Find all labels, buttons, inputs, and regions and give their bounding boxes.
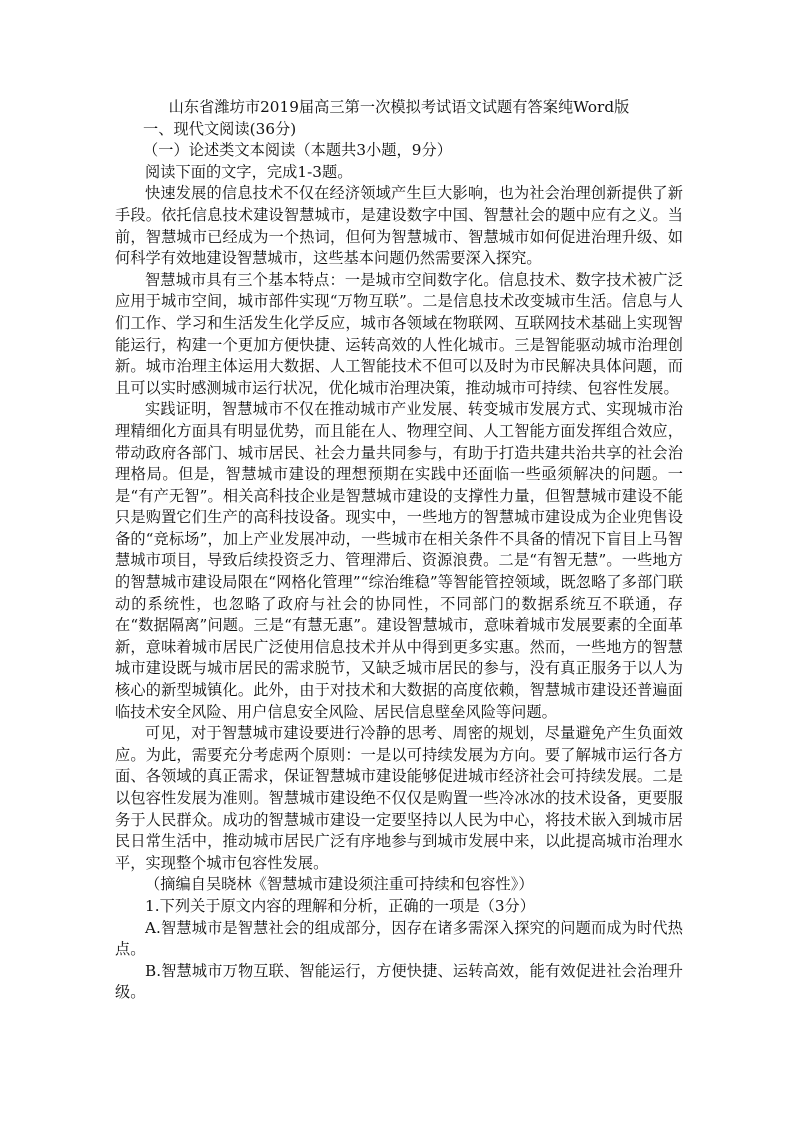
paragraph-2: 智慧城市具有三个基本特点：一是城市空间数字化。信息技术、数字技术被广泛应用于城市空间，城市部件实现“万物互联”。二是信息技术改变城市生活。信息与人们工作、学习和生活发生化学反应，城市各领域在物联网、互联网技术基础上实现智能运行，构建一个更加方便快捷、运转高效的人性化城市。三是智能驱动城市治理创新。城市治理主体运用大数据、人工智能技术不但可以及时为市民解决具体问题，而且可以实时感测城市运行状况，优化城市治理决策，推动城市可持续、包容性发展。 xyxy=(115,270,683,397)
subsection-heading: （一）论述类文本阅读（本题共3小题，9分） xyxy=(143,141,452,160)
paragraph-1: 快速发展的信息技术不仅在经济领域产生巨大影响，也为社会治理创新提供了新手段。依托信息技术建设智慧城市，是建设数字中国、智慧社会的题中应有之义。当前，智慧城市已经成为一个热词，但何为智慧城市、智慧城市如何促进治理升级、如何科学有效地建设智慧城市，这些基本问题仍然需要深入探究。 xyxy=(115,184,683,268)
paragraph-3: 实践证明，智慧城市不仅在推动城市产业发展、转变城市发展方式、实现城市治理精细化方面具有明显优势，而且能在人、物理空间、人工智能方面发挥组合效应，带动政府各部门、城市居民、社会力量共同参与，有助于打造共建共治共享的社会治理格局。但是，智慧城市建设的理想预期在实践中还面临一些亟须解决的问题。一是“有产无智”。相关高科技企业是智慧城市建设的支撑性力量，但智慧城市建设不能只是购置它们生产的高科技设备。现实中，一些地方的智慧城市建设成为企业兜售设备的“竞标场”，加上产业发展冲动，一些城市在相关条件不具备的情况下盲目上马智慧城市项目，导致后续投资乏力、管理滞后、资源浪费。二是“有智无慧”。一些地方的智慧城市建设局限在“网格化管理”“综治维稳”等智能管控领域，既忽略了多部门联动的系统性，也忽略了政府与社会的协同性，不同部门的数据系统互不联通，存在“数据隔离”问题。三是“有慧无惠”。建设智慧城市，意味着城市发展要素的全面革新，意味着城市居民广泛使用信息技术并从中得到更多实惠。然而，一些地方的智慧城市建设既与城市居民的需求脱节，又缺乏城市居民的参与，没有真正服务于以人为核心的新型城镇化。此外，由于对技术和大数据的高度依赖，智慧城市建设还普遍面临技术安全风险、用户信息安全风险、居民信息壁垒风险等问题。 xyxy=(115,400,683,721)
document-title: 山东省潍坊市2019届高三第一次模拟考试语文试题有答案纯Word版 xyxy=(168,98,630,116)
option-a: A.智慧城市是智慧社会的组成部分，因存在诸多需深入探究的问题而成为时代热点。 xyxy=(115,918,683,959)
document-page xyxy=(115,97,683,1004)
source-citation: （摘编自吴晓林《智慧城市建设须注重可持续和包容性》） xyxy=(145,875,534,894)
section-heading: 一、现代文阅读(36分) xyxy=(143,119,297,138)
question-1: 1.下列关于原文内容的理解和分析，正确的一项是（3分） xyxy=(145,896,536,915)
option-b: B.智慧城市万物互联、智能运行，方便快捷、运转高效，能有效促进社会治理升级。 xyxy=(115,961,683,1002)
paragraph-4: 可见，对于智慧城市建设要进行冷静的思考、周密的规划，尽量避免产生负面效应。为此，需要充分考虑两个原则：一是以可持续发展为方向。要了解城市运行各方面、各领域的真正需求，保证智慧城市建设能够促进城市经济社会可持续发展。二是以包容性发展为准则。智慧城市建设绝不仅仅是购置一些冷冰冰的技术设备，更要服务于人民群众。成功的智慧城市建设一定要坚持以人民为中心，将技术嵌入到城市居民日常生活中，推动城市居民广泛有序地参与到城市发展中来，以此提高城市治理水平，实现整个城市包容性发展。 xyxy=(115,724,683,872)
instruction-text: 阅读下面的文字，完成1-3题。 xyxy=(145,162,353,181)
